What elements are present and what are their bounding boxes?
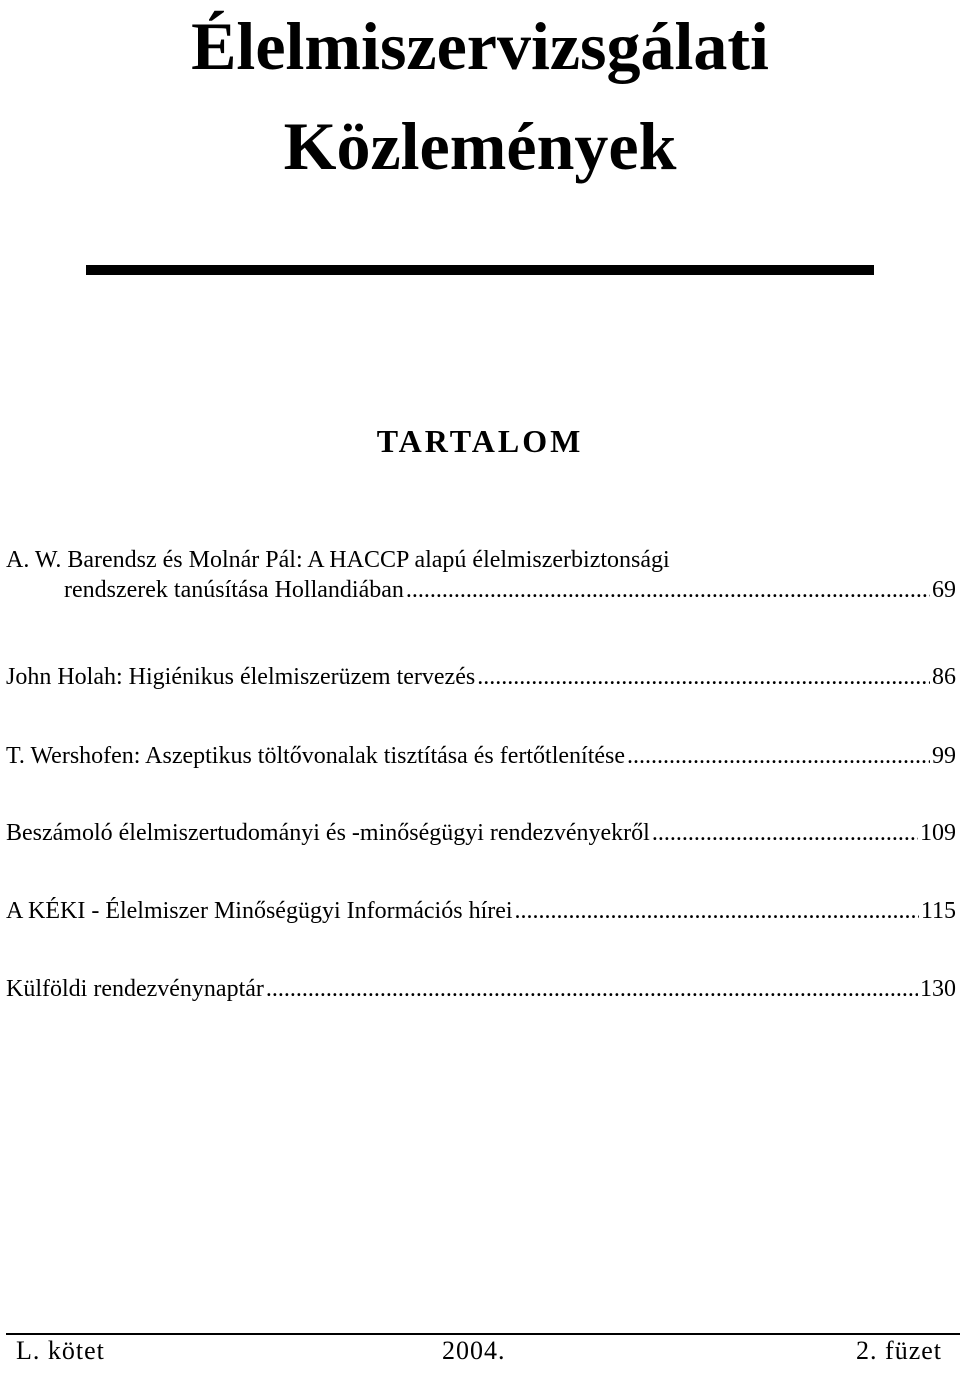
dot-leader — [477, 662, 930, 692]
footer-volume: L. kötet — [16, 1336, 105, 1365]
dot-leader — [406, 575, 930, 605]
toc-entry[interactable] — [6, 896, 956, 926]
contents-heading: TARTALOM — [376, 423, 584, 459]
toc-entry-title: John Holah: Higiénikus élelmiszerüzem tervezés — [6, 664, 476, 690]
toc-entry[interactable] — [6, 974, 956, 1004]
dot-leader — [266, 974, 918, 1004]
dot-leader — [652, 818, 918, 848]
dot-leader — [515, 896, 919, 926]
toc-entry-page: 130 — [920, 976, 956, 1002]
journal-title-line2: Közlemények — [283, 108, 677, 184]
toc-entry-title: T. Wershofen: Aszeptikus töltővonalak tisztítása és fertőtlenítése — [6, 743, 626, 769]
toc-entry[interactable] — [6, 545, 956, 605]
toc-entry-title: Külföldi rendezvénynaptár — [6, 976, 264, 1002]
toc-entry-page: 69 — [932, 577, 956, 603]
toc-entry-title-line1: A. W. Barendsz és Molnár Pál: A HACCP alapú élelmiszerbiztonsági — [6, 547, 670, 573]
title-divider — [86, 265, 874, 275]
footer-issue: 2. füzet — [856, 1336, 942, 1365]
journal-title-line1: Élelmiszervizsgálati — [191, 8, 769, 84]
toc-entry-title: A KÉKI - Élelmiszer Minőségügyi Információs hírei — [6, 898, 513, 924]
toc-entry-page: 109 — [920, 820, 956, 846]
toc-entry-page: 86 — [932, 664, 956, 690]
footer-divider — [6, 1333, 960, 1335]
footer-year: 2004. — [442, 1336, 506, 1365]
toc-entry[interactable] — [6, 818, 956, 848]
toc-entry-page: 99 — [932, 743, 956, 769]
dot-leader — [627, 741, 930, 771]
toc-entry[interactable] — [6, 662, 956, 692]
toc-entry-title: Beszámoló élelmiszertudományi és -minőségügyi rendezvényekről — [6, 820, 650, 846]
toc-entry[interactable] — [6, 741, 956, 771]
toc-entry-page: 115 — [920, 898, 956, 924]
toc-entry-title: rendszerek tanúsítása Hollandiában — [64, 577, 404, 603]
